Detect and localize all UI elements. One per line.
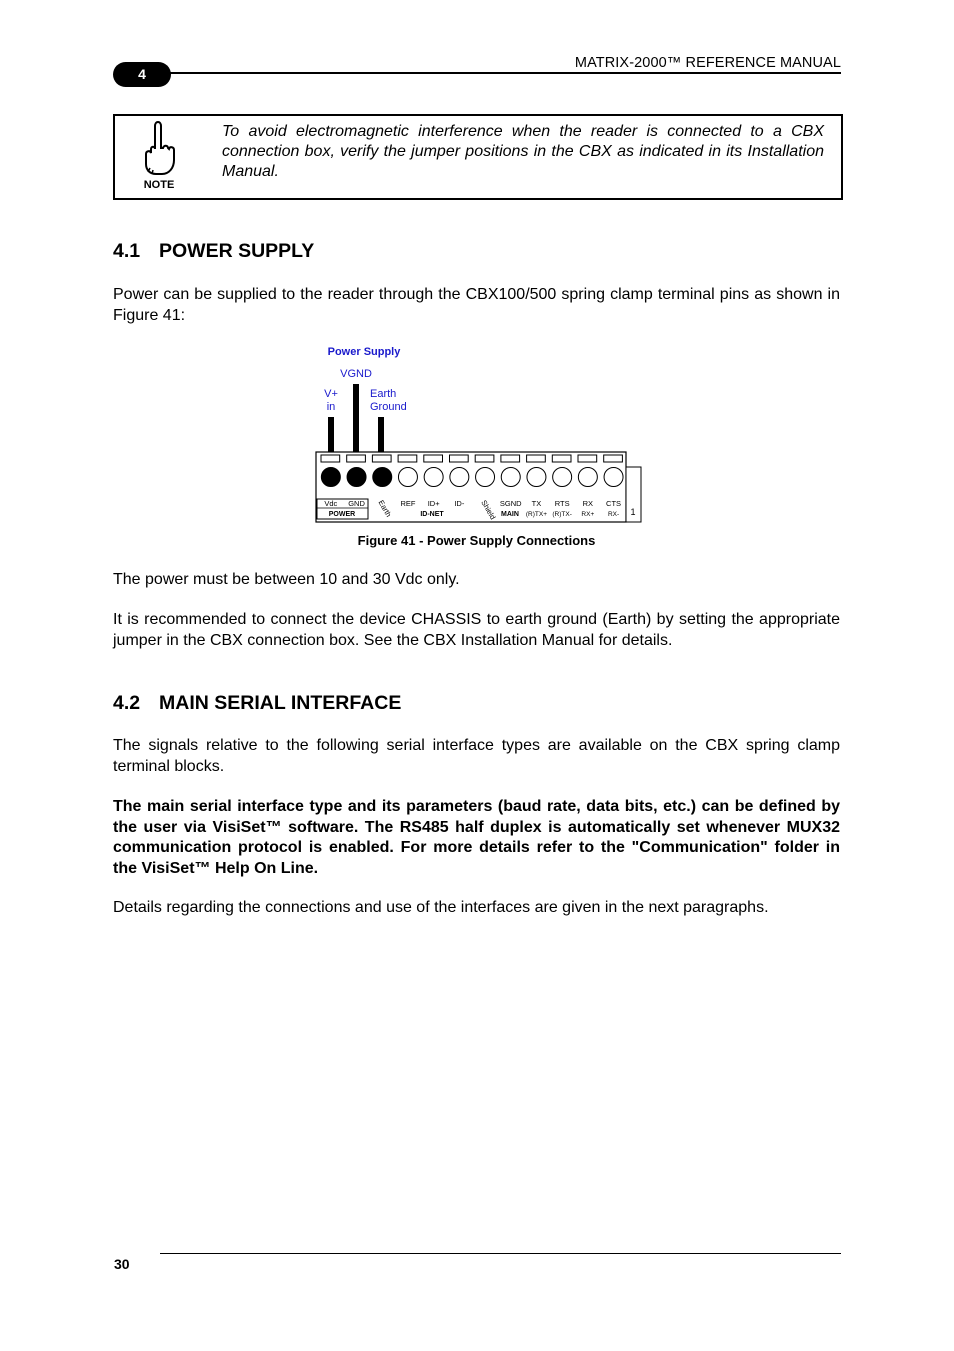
terminal-sub-label: (R)TX- xyxy=(552,511,572,518)
terminal-sub-label: RX+ xyxy=(581,511,595,518)
serial-details: Details regarding the connections and use of the interfaces are given in the next paragraphs. xyxy=(113,899,769,916)
label-vgnd: VGND xyxy=(340,368,372,380)
section-number: 4.2 xyxy=(113,692,141,714)
power-supply-diagram xyxy=(312,340,644,528)
header-rule xyxy=(160,72,841,74)
terminal-label: GND xyxy=(348,499,365,508)
terminal-slot xyxy=(552,455,571,462)
figure-caption: Figure 41 - Power Supply Connections xyxy=(357,533,596,548)
diagram-title: Power Supply xyxy=(327,346,401,358)
terminal-screw xyxy=(501,468,520,487)
serial-intro: The signals relative to the following serial interface types are available on the CBX spring clamp terminal blocks. xyxy=(113,737,840,775)
terminal-label: RX xyxy=(582,499,594,508)
section-title: POWER SUPPLY xyxy=(159,240,315,262)
terminal-label: SGND xyxy=(499,499,522,508)
terminal-screw xyxy=(527,468,546,487)
page-number: 30 xyxy=(114,1256,130,1272)
power-intro: Power can be supplied to the reader through the CBX100/500 spring clamp terminal pins as shown in Figure 41: xyxy=(113,286,840,324)
hand-pointing-icon xyxy=(138,118,178,178)
group-main: MAIN xyxy=(501,511,519,518)
terminal-screw xyxy=(321,468,340,487)
section-heading-serial xyxy=(113,692,401,715)
chapter-badge: 4 xyxy=(113,62,171,87)
note-text: To avoid electromagnetic interference when the reader is connected to a CBX connection box, verify the jumper positions in the CBX as indicated in its Installation Manual. xyxy=(222,123,824,180)
terminal-screw xyxy=(578,468,597,487)
group-idnet: ID-NET xyxy=(420,511,444,518)
footer-rule xyxy=(160,1253,841,1254)
terminal-sub-label: (R)TX+ xyxy=(525,511,548,518)
terminal-label: TX xyxy=(531,499,542,508)
terminal-screw xyxy=(553,468,572,487)
terminal-label: ID+ xyxy=(427,499,440,508)
label-vplus: V+ xyxy=(324,388,338,400)
terminal-screw xyxy=(424,468,443,487)
terminal-slot xyxy=(347,455,366,462)
terminal-label: Earth xyxy=(376,498,394,519)
terminal-screw xyxy=(373,468,392,487)
power-range: The power must be between 10 and 30 Vdc only. xyxy=(113,571,460,588)
terminal-slot xyxy=(372,455,391,462)
label-vplus-in: in xyxy=(326,401,336,413)
terminal-label: ID- xyxy=(454,499,465,508)
section-heading-power xyxy=(113,240,314,263)
terminal-label: RTS xyxy=(554,499,570,508)
group-power: POWER xyxy=(328,511,356,518)
section-title: MAIN SERIAL INTERFACE xyxy=(159,692,402,714)
note-label: NOTE xyxy=(143,179,175,191)
chassis-note: It is recommended to connect the device CHASSIS to earth ground (Earth) by setting the appropriate jumper in the CBX connection box. See the CBX Installation Manual for details. xyxy=(113,611,840,649)
terminal-slot xyxy=(604,455,623,462)
terminal-slot xyxy=(398,455,417,462)
terminal-screw xyxy=(604,468,623,487)
label-earth: Earth xyxy=(370,388,397,400)
terminal-slot xyxy=(450,455,469,462)
terminal-sub-label: RX- xyxy=(607,511,620,518)
terminal-label: CTS xyxy=(606,499,622,508)
terminal-label: REF xyxy=(400,499,416,508)
label-ground: Ground xyxy=(370,401,407,413)
serial-bold-note: The main serial interface type and its parameters (baud rate, data bits, etc.) can be defined by the user via VisiSet™ software. The RS485 half duplex is automatically set whenever MUX32 communication protocol is enabled. For more details refer to the "Communication" folder in the VisiSet™ Help On Line. xyxy=(113,798,840,877)
pin-one-label: 1 xyxy=(630,507,636,517)
terminal-screw xyxy=(398,468,417,487)
terminal-label: Vdc xyxy=(324,499,338,508)
terminal-slot xyxy=(527,455,546,462)
terminal-screw xyxy=(347,468,366,487)
terminal-label: Shield xyxy=(479,498,498,522)
manual-title: MATRIX-2000™ REFERENCE MANUAL xyxy=(574,55,841,71)
terminal-slot xyxy=(475,455,494,462)
terminal-slot xyxy=(501,455,520,462)
terminal-screw xyxy=(476,468,495,487)
terminal-screw xyxy=(450,468,469,487)
terminal-slot xyxy=(424,455,443,462)
section-number: 4.1 xyxy=(113,240,141,262)
terminal-slot xyxy=(578,455,597,462)
terminal-slot xyxy=(321,455,340,462)
